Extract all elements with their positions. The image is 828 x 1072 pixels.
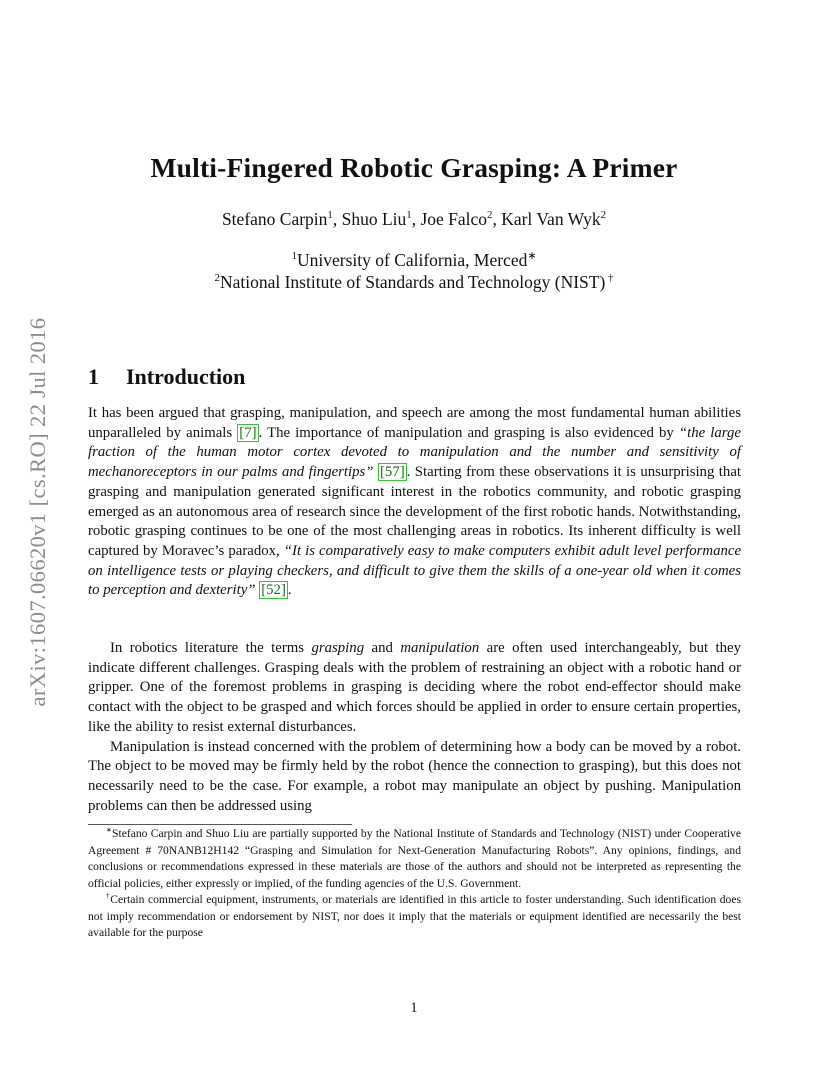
body-text: and — [364, 640, 401, 656]
affiliation-1 — [80, 250, 748, 271]
citation-link[interactable]: [52] — [261, 582, 286, 599]
footnote — [88, 892, 741, 942]
affiliation-name: National Institute of Standards and Technology (NIST) — [219, 272, 606, 292]
body-text: In robotics literature the terms — [110, 640, 312, 656]
affiliation-name: University of California, Merced — [296, 250, 528, 270]
body-text: . Starting from these observations it is unsurprising that grasping and manipulation generated significant interest in the robotics community, and robotic grasping emerged as an autonomous area of research since the development of the first robotic hands. Notwithstanding, robotic grasping continues to be one of the most challenging areas in robotics. Its inherent difficulty is well captured by Moravec’s paradox, — [88, 464, 741, 559]
body-text: It has been argued that grasping, manipulation, and speech are among the most fundamental human abilities unparalleled by animals — [88, 405, 741, 441]
author-affiliation-mark: 2 — [487, 209, 493, 222]
author-affiliation-mark: 2 — [600, 209, 607, 222]
footnote-text: Certain commercial equipment, instruments, or materials are identified in this article to foster understanding. Such identification does not imply recommendation or endorsement by NIST, nor does it imply that the materials or equipment identified are necessarily the best available for the purpose — [88, 893, 741, 939]
paragraph-2 — [88, 639, 741, 816]
author: Shuo Liu — [341, 209, 407, 229]
footnote-mark: ∗ — [106, 826, 113, 835]
author-separator: , — [411, 209, 421, 229]
author: Stefano Carpin — [221, 209, 328, 229]
affiliation-number: 2 — [214, 272, 220, 285]
footnote-mark: † — [106, 892, 111, 901]
affiliation-2 — [80, 272, 748, 293]
quotation: “It is comparatively easy to make computers exhibit adult level performance on intelligence tests or playing checkers, and difficult to give them the skills of a one-year old when it comes to perception and dexterity” — [88, 542, 742, 599]
citation-link[interactable]: [57] — [380, 464, 405, 481]
footnote-divider — [88, 824, 352, 825]
footnote-mark: ∗ — [527, 250, 537, 263]
emphasis: manipulation — [400, 640, 480, 656]
quotation: “the large fraction of the human motor cortex devoted to manipulation and the number and sensitivity of mechanoreceptors in our palms and fingertips” — [88, 424, 741, 481]
section-title: Introduction — [126, 364, 246, 389]
author-affiliation-mark: 1 — [406, 209, 412, 222]
author-separator: , — [332, 209, 342, 229]
affiliation-number: 1 — [291, 250, 297, 263]
section-heading-introduction — [88, 364, 245, 390]
paragraph-3: Manipulation is instead concerned with the problem of determining how a body can be moved by a robot. The object to be moved may be firmly held by the robot (hence the connection to grasping), but this does not necessarily need to be the case. For example, a robot may manipulate an object by pushing. Manipulation problems can then be addressed using — [88, 738, 741, 814]
body-text: . — [287, 582, 292, 599]
body-text: are often used interchangeably, but they indicate different challenges. Grasping deals with the problem of restraining an object with a robotic hand or gripper. One of the foremost problems in grasping is deciding where the robot end-effector should make contact with the object to be grasped and which forces should be applied in order to ensure certain properties, like the ability to resist external disturbances. — [88, 640, 741, 735]
author-affiliation-mark: 1 — [327, 209, 333, 222]
section-number: 1 — [88, 364, 99, 389]
arxiv-identifier-stamp — [22, 296, 54, 728]
author-list — [80, 209, 748, 230]
paper-title: Multi-Fingered Robotic Grasping: A Primer — [150, 152, 678, 183]
author: Karl Van Wyk — [501, 209, 601, 229]
footnote — [88, 826, 741, 892]
footnote-text: Stefano Carpin and Shuo Liu are partially supported by the National Institute of Standards and Technology (NIST) under Cooperative Agreement # 70NANB12H142 “Grasping and Simulation for Next-Generation Manufacturing Robots”. Any opinions, findings, and conclusions or recommendations expressed in these materials are those of the authors and should not be interpreted as representing the official policies, either expressly or implied, of the funding agencies of the U.S. Government. — [88, 827, 741, 890]
citation-link[interactable]: [7] — [239, 424, 257, 441]
body-text: . The importance of manipulation and grasping is also evidenced by — [258, 424, 679, 441]
emphasis: grasping — [311, 640, 365, 656]
author-separator: , — [492, 209, 502, 229]
footnote-mark: † — [605, 272, 614, 285]
arxiv-identifier-text: arXiv:1607.06620v1 [cs.RO] 22 Jul 2016 — [25, 317, 50, 707]
author: Joe Falco — [420, 209, 488, 229]
footnotes — [88, 826, 741, 942]
paragraph-1 — [88, 404, 741, 601]
page-number: 1 — [410, 1000, 418, 1016]
